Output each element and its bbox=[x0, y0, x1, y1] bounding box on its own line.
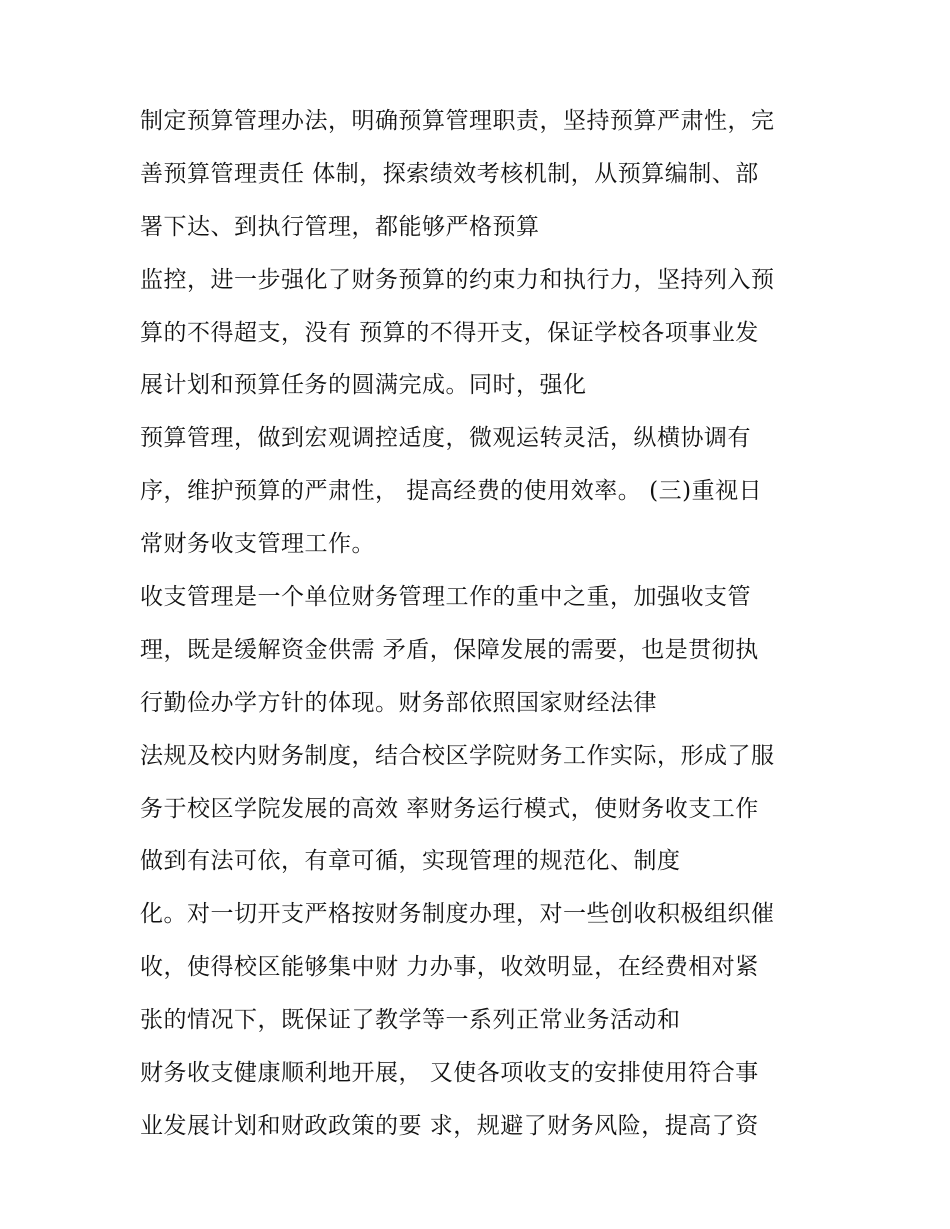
text-line-5: 算的不得超支，没有 预算的不得开支，保证学校各项事业发 bbox=[140, 319, 759, 346]
body-text bbox=[140, 106, 840, 1164]
text-line-17: 收，使得校区能够集中财 力办事，收效明显，在经费相对紧 bbox=[140, 954, 759, 981]
text-line-15: 做到有法可依，有章可循，实现管理的规范化、制度 bbox=[140, 848, 681, 875]
text-line-4: 监控，进一步强化了财务预算的约束力和执行力，坚持列入预 bbox=[140, 266, 775, 293]
text-line-12: 行勤俭办学方针的体现。财务部依照国家财经法律 bbox=[140, 689, 657, 716]
text-line-1: 制定预算管理办法，明确预算管理职责，坚持预算严肃性，完 bbox=[140, 108, 775, 134]
text-line-8: 序，维护预算的严肃性， 提高经费的使用效率。 (三)重视日 bbox=[140, 478, 763, 505]
text-line-16: 化。对一切开支严格按财务制度办理，对一些创收积极组织催 bbox=[140, 901, 775, 928]
text-line-13: 法规及校内财务制度，结合校区学院财务工作实际，形成了服 bbox=[140, 742, 775, 769]
text-line-6: 展计划和预算任务的圆满完成。同时，强化 bbox=[140, 372, 587, 399]
text-line-14: 务于校区学院发展的高效 率财务运行模式，使财务收支工作 bbox=[140, 795, 759, 822]
text-line-11: 理，既是缓解资金供需 矛盾，保障发展的需要，也是贯彻执 bbox=[140, 636, 759, 663]
text-line-2: 善预算管理责任 体制，探索绩效考核机制，从预算编制、部 bbox=[140, 160, 759, 187]
text-line-7: 预算管理，做到宏观调控适度，微观运转灵活，纵横协调有 bbox=[140, 425, 751, 452]
text-line-3: 署下达、到执行管理，都能够严格预算 bbox=[140, 213, 540, 240]
text-line-9: 常财务收支管理工作。 bbox=[140, 531, 375, 558]
text-line-19: 财务收支健康顺利地开展， 又使各项收支的安排使用符合事 bbox=[140, 1060, 759, 1087]
text-line-10: 收支管理是一个单位财务管理工作的重中之重，加强收支管 bbox=[140, 584, 751, 611]
text-line-20: 业发展计划和财政政策的要 求，规避了财务风险，提高了资 bbox=[140, 1112, 759, 1139]
text-line-18: 张的情况下，既保证了教学等一系列正常业务活动和 bbox=[140, 1007, 681, 1034]
